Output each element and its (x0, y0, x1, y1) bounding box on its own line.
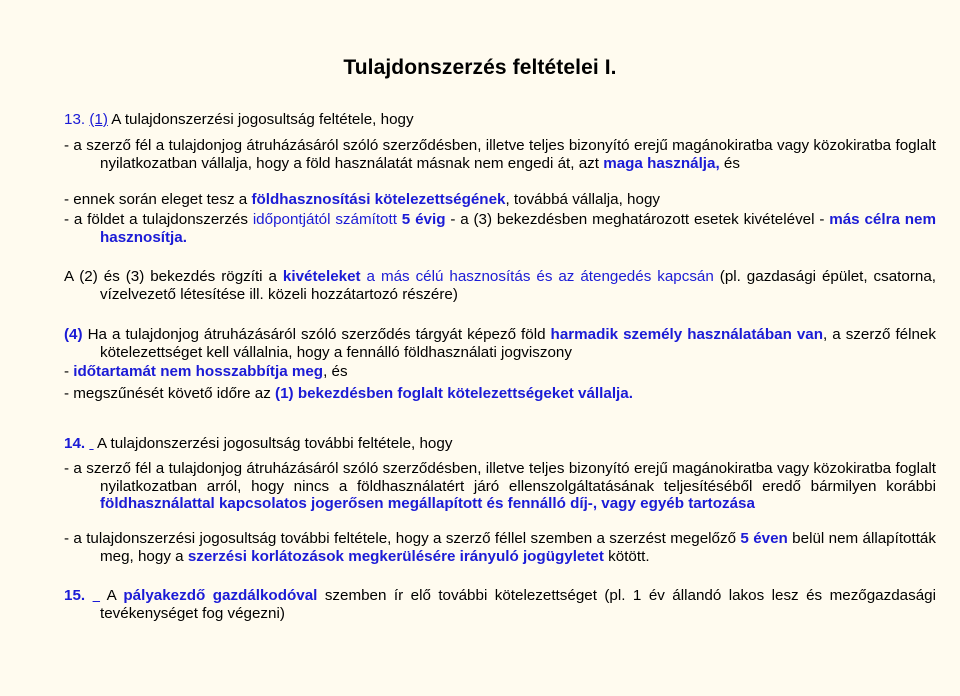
page-title: Tulajdonszerzés feltételei I. (343, 56, 617, 79)
section-15-text: A (100, 587, 124, 604)
paragraph-4-tail: , a szerző félnek kötelezettséget kell vállalnia, hogy a fennálló földhasználati jogviszony (100, 326, 936, 361)
condition-item-1-text: - a szerző fél a tulajdonjog átruházásáról szóló szerződésben, illetve teljes bizonyító erejű magánokiratba vagy közokiratba foglalt nyilatkozatban vállalja, hogy a föld használatát másnak nem engedi át, azt (64, 137, 936, 172)
paragraph-4-item-1-dash: - (64, 363, 74, 380)
exceptions-keyword: kivételeket (282, 268, 361, 285)
exceptions-paragraph (64, 268, 936, 303)
condition-item-4 (64, 460, 936, 513)
condition-item-5-text: - a tulajdonszerzési jogosultság további feltétele, hogy a szerző féllel szemben a szerzést megelőző (64, 530, 741, 547)
section-14-number: 14. (64, 435, 86, 452)
paragraph-4 (64, 326, 936, 361)
section-14-text: A tulajdonszerzési jogosultság további feltétele, hogy (93, 435, 453, 452)
condition-item-3-years: 5 évig (401, 211, 446, 228)
paragraph-4-item-1-tail: , és (323, 363, 348, 380)
section-15-number: 15. (64, 587, 86, 604)
paragraph-4-item-2-emphasis: (1) bekezdésben foglalt kötelezettségeket vállalja. (275, 385, 633, 402)
condition-item-3 (64, 211, 936, 246)
exceptions-text: A (2) és (3) bekezdés rögzíti a (64, 268, 283, 285)
section-13-text: A tulajdonszerzési jogosultság feltétele, hogy (107, 111, 414, 128)
exceptions-examples: (pl. gazdasági épület, csatorna, vízelvezető létesítése ill. közeli hozzátartozó részére) (100, 268, 937, 303)
paragraph-4-emphasis: harmadik személy használatában van (550, 326, 824, 343)
condition-item-1 (64, 137, 936, 172)
paragraph-4-item-1 (64, 363, 936, 381)
condition-item-2-emphasis: földhasznosítási kötelezettségének (251, 191, 506, 208)
condition-item-2-text: - ennek során eleget tesz a (64, 191, 252, 208)
exceptions-scope: a más célú hasznosítás és az átengedés kapcsán (366, 268, 714, 285)
paragraph-4-item-1-emphasis: időtartamát nem hosszabbítja meg (73, 363, 324, 380)
paragraph-4-item-2 (64, 385, 936, 403)
condition-item-3-exception: - a (3) bekezdésben meghatározott esetek kivételével - (450, 211, 830, 228)
section-15-bullet (93, 587, 100, 604)
section-13-number: 13. (64, 111, 86, 128)
condition-item-2-tail: , továbbá vállalja, hogy (505, 191, 660, 208)
section-14-heading (64, 435, 900, 453)
condition-item-5-years: 5 éven (740, 530, 788, 547)
condition-item-3-text: - a földet a tulajdonszerzés (64, 211, 253, 228)
paragraph-4-item-2-text: - megszűnését követő időre az (64, 385, 276, 402)
paragraph-4-text: Ha a tulajdonjog átruházásáról szóló szerződés tárgyát képező föld (82, 326, 551, 343)
condition-item-5-emphasis: szerzési korlátozások megkerülésére irányuló jogügyletet (187, 547, 604, 565)
condition-item-3-time: időpontjától számított (252, 211, 397, 228)
section-15 (64, 587, 936, 622)
condition-item-4-text: - a szerző fél a tulajdonjog átruházásáról szóló szerződésben, illetve teljes bizonyító erejű magánokiratba vagy közokiratba foglalt nyilatkozatban arról, hogy nincs a földhasználatért járó ellenszolgáltatásának teljesítéséből eredő bármilyen korábbi (64, 460, 936, 495)
section-15-tail: szemben ír elő további kötelezettséget (pl. 1 év állandó lakos lesz és mezőgazdasági tevékenységet fog végezni) (100, 587, 936, 622)
condition-item-5-mid: belül nem állapították meg, hogy a (100, 530, 936, 565)
condition-item-5 (64, 530, 936, 565)
section-13-paragraph-ref: (1) (89, 111, 108, 128)
condition-item-2 (64, 191, 936, 209)
section-13-heading (64, 111, 900, 129)
section-15-emphasis: pályakezdő gazdálkodóval (123, 587, 318, 604)
condition-item-4-emphasis: földhasználattal kapcsolatos jogerősen megállapított és fennálló díj-, vagy egyéb tartozása (100, 495, 755, 512)
paragraph-4-ref: (4) (64, 326, 83, 343)
condition-item-1-tail: és (719, 154, 740, 172)
condition-item-5-tail: kötött. (603, 547, 650, 565)
condition-item-1-emphasis: maga használja, (603, 154, 720, 172)
condition-item-3-emphasis: más célra nem hasznosítja. (100, 211, 936, 246)
